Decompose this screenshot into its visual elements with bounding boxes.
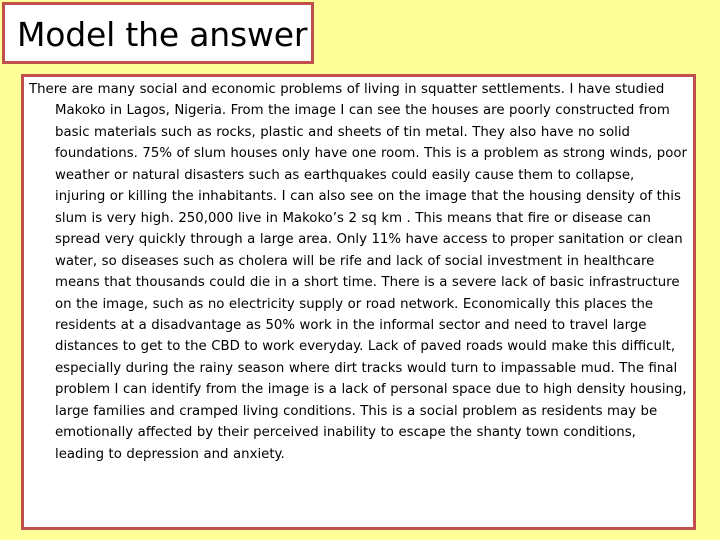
slide-title: Model the answer bbox=[17, 15, 308, 54]
title-box bbox=[2, 2, 314, 64]
answer-text-box bbox=[21, 74, 696, 530]
answer-paragraph: There are many social and economic problems of living in squatter settlements. I have studied Makoko in Lagos, Nigeria. From the image I can see the houses are poorly constructed from basic materials such as rocks, plastic and sheets of tin metal. They also have no solid foundations. 75% of slum houses only have one room. This is a problem as strong winds, poor weather or natural disasters such as earthquakes could easily cause them to collapse, injuring or killing the inhabitants. I can also see on the image that the housing density of this slum is very high. 250,000 live in Makoko’s 2 sq km . This means that fire or disease can spread very quickly through a large area. Only 11% have access to proper sanitation or clean water, so diseases such as cholera will be rife and lack of social investment in healthcare means that thousands could die in a short time. There is a severe lack of basic infrastructure on the image, such as no electricity supply or road network. Economically this places the residents at a disadvantage as 50% work in the informal sector and need to travel large distances to get to the CBD to work everyday. Lack of paved roads would make this difficult, especially during the rainy season where dirt tracks would turn to impassable mud. The final problem I can identify from the image is a lack of personal space due to high density housing, large families and cramped living conditions. This is a social problem as residents may be emotionally affected by their perceived inability to escape the shanty town conditions, leading to depression and anxiety. bbox=[29, 82, 687, 462]
